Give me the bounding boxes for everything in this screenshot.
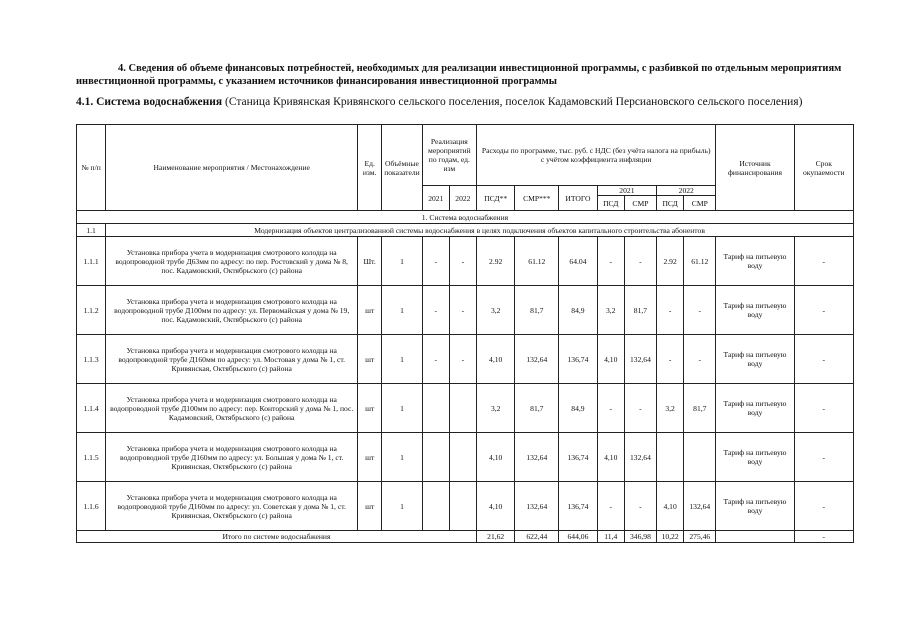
header-row bbox=[77, 125, 854, 186]
cell-unit: шт bbox=[358, 433, 382, 482]
cell-psd: 2.92 bbox=[476, 237, 515, 286]
cell-source: Тариф на питьевую воду bbox=[716, 237, 794, 286]
cell-name: Установка прибора учета и модернизация смотрового колодца на водопроводной трубе Д100мм по адресу: пер. Конторский у дома № 1, пос. Кадамовский, Октябрьского (с) района bbox=[106, 384, 358, 433]
cell-smr-2022: 132,64 bbox=[684, 482, 716, 531]
header-smr-2021: СМР bbox=[624, 196, 656, 211]
header-psd: ПСД** bbox=[476, 186, 515, 211]
cell-psd-2021: - bbox=[597, 482, 624, 531]
subsection-location: (Станица Кривянская Кривянского сельского поселения, поселок Кадамовский Персиановского сельского поселения) bbox=[222, 96, 803, 108]
section-title: 1. Система водоснабжения bbox=[77, 211, 854, 224]
cell-real-2021: - bbox=[422, 237, 449, 286]
cell-psd-2021: - bbox=[597, 237, 624, 286]
cell-unit: шт bbox=[358, 335, 382, 384]
cell-payback: - bbox=[794, 237, 853, 286]
cell-psd-2022: 2.92 bbox=[657, 237, 684, 286]
subsection-num: 1.1 bbox=[77, 224, 106, 237]
cell-psd: 3,2 bbox=[476, 286, 515, 335]
cell-payback: - bbox=[794, 335, 853, 384]
total-payback: - bbox=[794, 531, 853, 543]
cell-real-2022 bbox=[449, 384, 476, 433]
header-psd-2021: ПСД bbox=[597, 196, 624, 211]
cell-real-2021: - bbox=[422, 335, 449, 384]
cell-name: Установка прибора учета и модернизация смотрового колодца на водопроводной трубе Д100мм по адресу: ул. Первомайская у дома № 19, пос. Кадамовский, Октябрьского (с) района bbox=[106, 286, 358, 335]
cell-volume: 1 bbox=[382, 384, 423, 433]
cell-psd: 4,10 bbox=[476, 335, 515, 384]
cell-smr: 132,64 bbox=[515, 482, 559, 531]
cell-smr-2021: - bbox=[624, 384, 656, 433]
cell-total: 136,74 bbox=[559, 335, 598, 384]
header-smr-2022: СМР bbox=[684, 196, 716, 211]
cell-total: 136,74 bbox=[559, 482, 598, 531]
cell-real-2022 bbox=[449, 433, 476, 482]
header-expenses-line2: с учётом коэффициента инфляции bbox=[540, 155, 652, 164]
header-unit: Ед. изм. bbox=[358, 125, 382, 211]
cell-name: Установка прибора учета и модернизация смотрового колодца на водопроводной трубе Д160мм по адресу: ул. Советская у дома № 1, ст. Кривянская, Октябрьского (с) района bbox=[106, 482, 358, 531]
header-expenses-line1: Расходы по программе, тыс. руб. с НДС (без учёта налога на прибыль) bbox=[481, 146, 711, 155]
cell-smr-2022: 81,7 bbox=[684, 384, 716, 433]
cell-smr: 81,7 bbox=[515, 286, 559, 335]
header-realization: Реализация мероприятий по годам, ед. изм bbox=[422, 125, 476, 186]
header-exp-2021: 2021 bbox=[597, 186, 656, 196]
cell-total: 64.04 bbox=[559, 237, 598, 286]
financial-needs-table bbox=[76, 124, 854, 543]
cell-psd-2022: 4,10 bbox=[657, 482, 684, 531]
cell-name: Установка прибора учета и модернизация смотрового колодца на водопроводной трубе Д160мм по адресу: ул. Мостовая у дома № 1, ст. Кривянская, Октябрьского (с) района bbox=[106, 335, 358, 384]
header-expenses bbox=[476, 125, 716, 186]
cell-smr: 61.12 bbox=[515, 237, 559, 286]
cell-smr-2022: - bbox=[684, 335, 716, 384]
cell-volume: 1 bbox=[382, 433, 423, 482]
cell-total: 84,9 bbox=[559, 286, 598, 335]
total-smr-2021: 346,98 bbox=[624, 531, 656, 543]
table-row bbox=[77, 286, 854, 335]
cell-volume: 1 bbox=[382, 286, 423, 335]
total-psd-2022: 10,22 bbox=[657, 531, 684, 543]
subsection-heading bbox=[76, 95, 866, 109]
cell-payback: - bbox=[794, 384, 853, 433]
cell-smr-2021: 81,7 bbox=[624, 286, 656, 335]
header-smr: СМР*** bbox=[515, 186, 559, 211]
cell-smr-2021: - bbox=[624, 237, 656, 286]
header-name: Наименование мероприятия / Местонахождение bbox=[106, 125, 358, 211]
cell-payback: - bbox=[794, 482, 853, 531]
table-row bbox=[77, 335, 854, 384]
cell-smr-2022: 61.12 bbox=[684, 237, 716, 286]
cell-smr: 81,7 bbox=[515, 384, 559, 433]
cell-smr-2022: - bbox=[684, 286, 716, 335]
header-volume: Объёмные показатели bbox=[382, 125, 423, 211]
cell-source: Тариф на питьевую воду bbox=[716, 335, 794, 384]
header-exp-2022: 2022 bbox=[657, 186, 716, 196]
cell-num: 1.1.1 bbox=[77, 237, 106, 286]
cell-psd-2022: 3,2 bbox=[657, 384, 684, 433]
cell-smr: 132,64 bbox=[515, 335, 559, 384]
cell-total: 84,9 bbox=[559, 384, 598, 433]
header-real-2021: 2021 bbox=[422, 186, 449, 211]
header-source: Источник финансирования bbox=[716, 125, 794, 211]
cell-real-2021 bbox=[422, 384, 449, 433]
cell-smr-2022 bbox=[684, 433, 716, 482]
cell-real-2021: - bbox=[422, 286, 449, 335]
section-row bbox=[77, 211, 854, 224]
header-real-2022: 2022 bbox=[449, 186, 476, 211]
cell-smr: 132,64 bbox=[515, 433, 559, 482]
total-total: 644,06 bbox=[559, 531, 598, 543]
cell-unit: шт bbox=[358, 482, 382, 531]
cell-source: Тариф на питьевую воду bbox=[716, 482, 794, 531]
cell-psd-2021: 4,10 bbox=[597, 433, 624, 482]
total-label: Итого по системе водоснабжения bbox=[77, 531, 477, 543]
cell-real-2021 bbox=[422, 482, 449, 531]
cell-num: 1.1.4 bbox=[77, 384, 106, 433]
table-row bbox=[77, 433, 854, 482]
cell-real-2022: - bbox=[449, 237, 476, 286]
cell-num: 1.1.3 bbox=[77, 335, 106, 384]
table-row bbox=[77, 384, 854, 433]
cell-psd-2022: - bbox=[657, 335, 684, 384]
cell-num: 1.1.5 bbox=[77, 433, 106, 482]
cell-psd: 4,10 bbox=[476, 482, 515, 531]
total-smr-2022: 275,46 bbox=[684, 531, 716, 543]
subsection-text: Модернизация объектов централизованной системы водоснабжения в целях подключения объектов капитального строительства абонентов bbox=[106, 224, 854, 237]
total-smr: 622,44 bbox=[515, 531, 559, 543]
header-payback: Срок окупаемости bbox=[794, 125, 853, 211]
cell-unit: Шт. bbox=[358, 237, 382, 286]
cell-real-2022: - bbox=[449, 286, 476, 335]
cell-psd: 3,2 bbox=[476, 384, 515, 433]
cell-num: 1.1.6 bbox=[77, 482, 106, 531]
cell-smr-2021: 132,64 bbox=[624, 433, 656, 482]
header-psd-2022: ПСД bbox=[657, 196, 684, 211]
cell-payback: - bbox=[794, 433, 853, 482]
cell-psd-2022 bbox=[657, 433, 684, 482]
cell-source: Тариф на питьевую воду bbox=[716, 286, 794, 335]
table-row bbox=[77, 482, 854, 531]
table-row bbox=[77, 237, 854, 286]
cell-smr-2021: 132,64 bbox=[624, 335, 656, 384]
cell-psd: 4,10 bbox=[476, 433, 515, 482]
cell-real-2022: - bbox=[449, 335, 476, 384]
cell-volume: 1 bbox=[382, 482, 423, 531]
cell-psd-2021: 3,2 bbox=[597, 286, 624, 335]
cell-smr-2021: - bbox=[624, 482, 656, 531]
cell-real-2022 bbox=[449, 482, 476, 531]
total-psd-2021: 11,4 bbox=[597, 531, 624, 543]
cell-psd-2022: - bbox=[657, 286, 684, 335]
total-source bbox=[716, 531, 794, 543]
subsection-row bbox=[77, 224, 854, 237]
cell-num: 1.1.2 bbox=[77, 286, 106, 335]
cell-payback: - bbox=[794, 286, 853, 335]
section-heading: 4. Сведения об объеме финансовых потребностей, необходимых для реализации инвестиционной программы, с разбивкой по отдельным мероприятиям инвестиционной программы, с указанием источников финансирования инвестиционной программы bbox=[76, 63, 842, 87]
cell-psd-2021: 4,10 bbox=[597, 335, 624, 384]
cell-source: Тариф на питьевую воду bbox=[716, 384, 794, 433]
total-psd: 21,62 bbox=[476, 531, 515, 543]
cell-unit: шт bbox=[358, 384, 382, 433]
header-total: ИТОГО bbox=[559, 186, 598, 211]
cell-name: Установка прибора учета и модернизация смотрового колодца на водопроводной трубе Д160мм по адресу: ул. Большая у дома № 1, ст. Кривянская, Октябрьского (с) района bbox=[106, 433, 358, 482]
cell-real-2021 bbox=[422, 433, 449, 482]
cell-volume: 1 bbox=[382, 237, 423, 286]
subsection-title: 4.1. Система водоснабжения bbox=[76, 96, 223, 108]
header-num: № п/п bbox=[77, 125, 106, 211]
cell-source: Тариф на питьевую воду bbox=[716, 433, 794, 482]
total-row bbox=[77, 531, 854, 543]
cell-total: 136,74 bbox=[559, 433, 598, 482]
cell-psd-2021: - bbox=[597, 384, 624, 433]
cell-name: Установка прибора учета в модернизация смотрового колодца на водопроводной трубе Д63мм по адресу: по пер. Ростовский у дома № 8, пос. Кадамовский, Октябрьского (с) района bbox=[106, 237, 358, 286]
cell-volume: 1 bbox=[382, 335, 423, 384]
cell-unit: шт bbox=[358, 286, 382, 335]
